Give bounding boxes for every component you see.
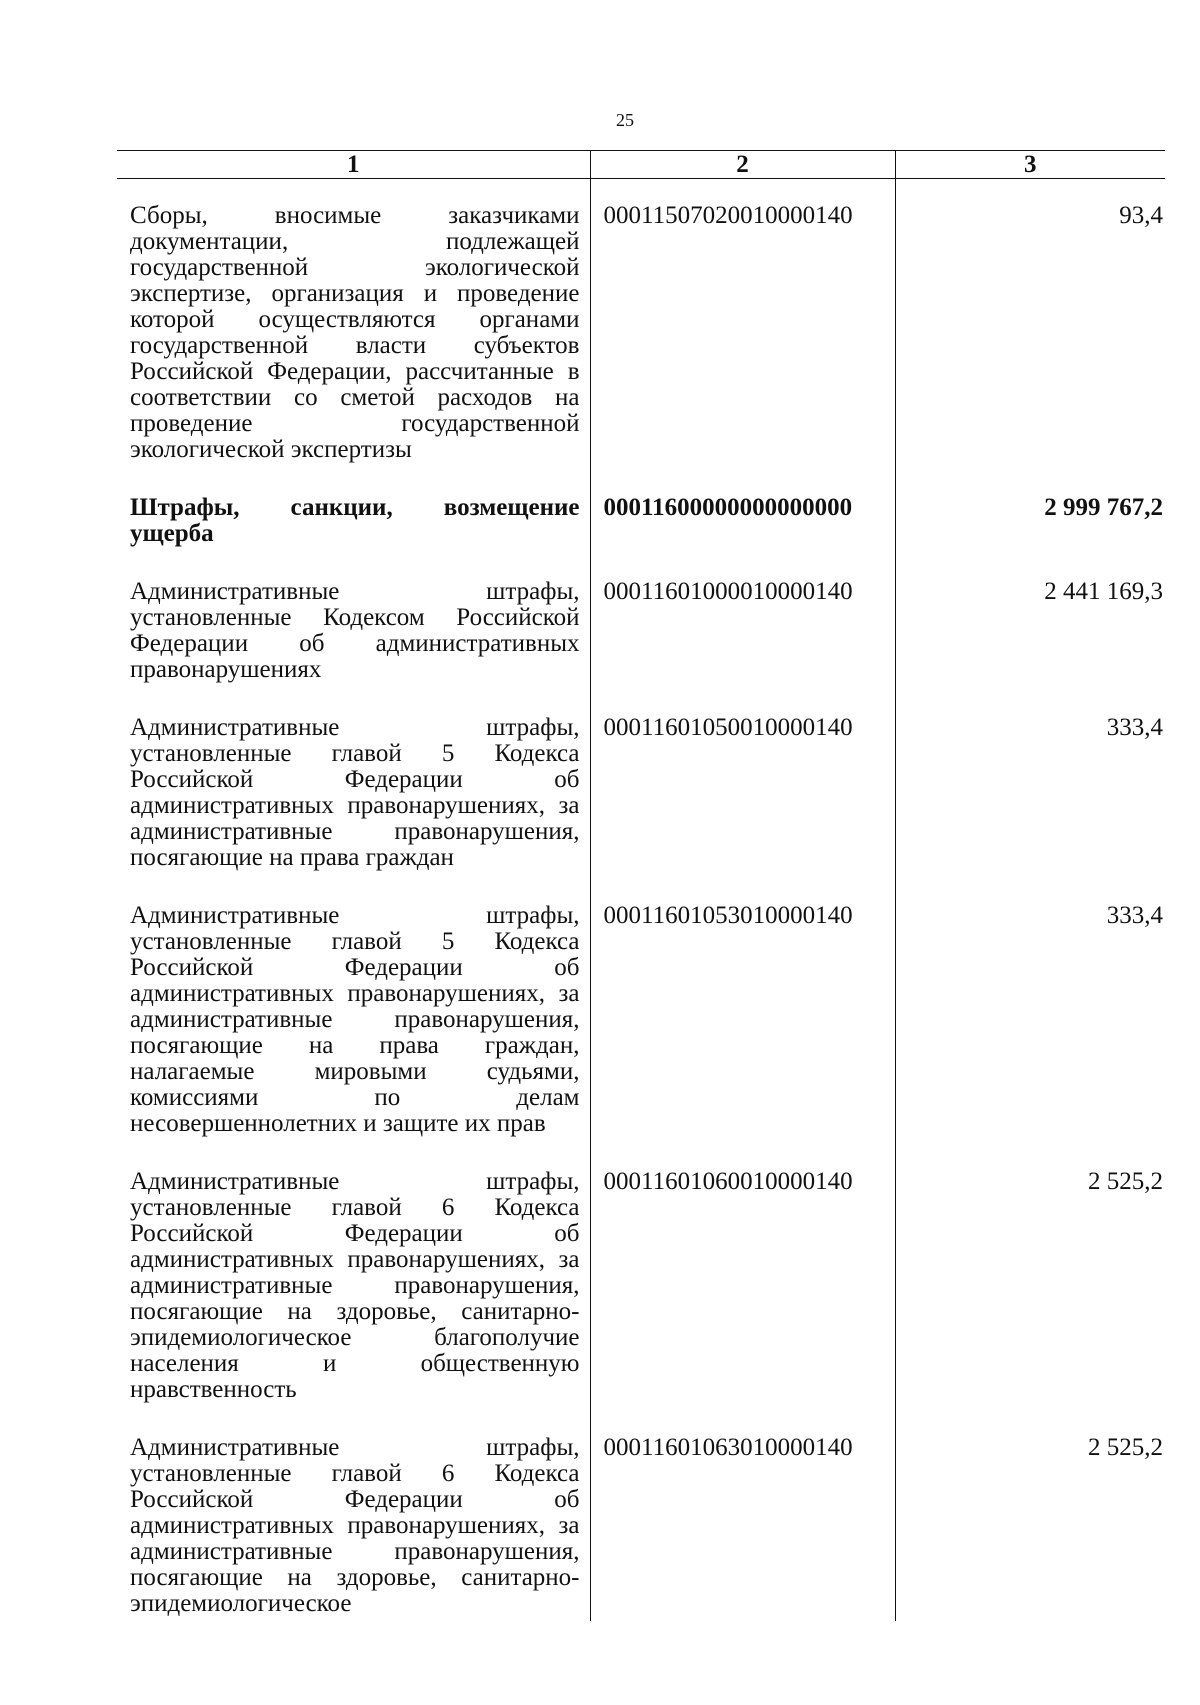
row-code: 00011601063010000140: [590, 1403, 895, 1621]
row-name: Административные штрафы, установленные Кодексом Российской Федерации об административных правонарушениях: [130, 578, 580, 683]
row-name: Сборы, вносимые заказчиками документации, подлежащей государственной экологической экспертизе, организация и проведение которой осуществляются органами государственной власти субъектов Российской Федерации, рассчитанные в соответствии со сметой расходов на проведение государственной экологической экспертизы: [130, 202, 580, 463]
row-amount: 2 441 169,3: [895, 547, 1165, 683]
row-amount: 333,4: [895, 683, 1165, 871]
row-name: Административные штрафы, установленные главой 5 Кодекса Российской Федерации об административных правонарушениях, за административные правонарушения, посягающие на права граждан, налагаемые мировыми судьями, комиссиями по делам несовершеннолетних и защите их прав: [130, 902, 580, 1137]
table-row: [117, 1137, 1165, 1403]
row-amount: 333,4: [895, 871, 1165, 1137]
row-code: 00011601000010000140: [590, 547, 895, 683]
row-name: Административные штрафы, установленные главой 6 Кодекса Российской Федерации об административных правонарушениях, за административные правонарушения, посягающие на здоровье, санитарно-эпидемиологическое: [130, 1434, 580, 1617]
table-row: [117, 179, 1165, 464]
table-row: [117, 547, 1165, 683]
column-header-1: 1: [117, 151, 590, 179]
row-amount: 93,4: [895, 179, 1165, 464]
row-code: 00011601050010000140: [590, 683, 895, 871]
table-row: [117, 871, 1165, 1137]
row-name: Административные штрафы, установленные главой 5 Кодекса Российской Федерации об административных правонарушениях, за административные правонарушения, посягающие на права граждан: [130, 714, 580, 871]
row-amount: 2 525,2: [895, 1137, 1165, 1403]
row-code: 00011600000000000000: [590, 463, 895, 547]
column-header-3: 3: [895, 151, 1165, 179]
table-header-row: [117, 151, 1165, 179]
row-amount: 2 525,2: [895, 1403, 1165, 1621]
table-row: [117, 683, 1165, 871]
table-row: [117, 1403, 1165, 1621]
row-name: Административные штрафы, установленные главой 6 Кодекса Российской Федерации об административных правонарушениях, за административные правонарушения, посягающие на здоровье, санитарно-эпидемиологическое благополучие населения и общественную нравственность: [130, 1168, 580, 1403]
row-name: Штрафы, санкции, возмещение ущерба: [130, 494, 580, 547]
row-code: 00011601053010000140: [590, 871, 895, 1137]
row-code: 00011507020010000140: [590, 179, 895, 464]
row-code: 00011601060010000140: [590, 1137, 895, 1403]
page-number: 25: [616, 110, 634, 130]
revenue-table: [117, 150, 1165, 1621]
table-row-total: [117, 463, 1165, 547]
row-amount: 2 999 767,2: [895, 463, 1165, 547]
column-header-2: 2: [590, 151, 895, 179]
